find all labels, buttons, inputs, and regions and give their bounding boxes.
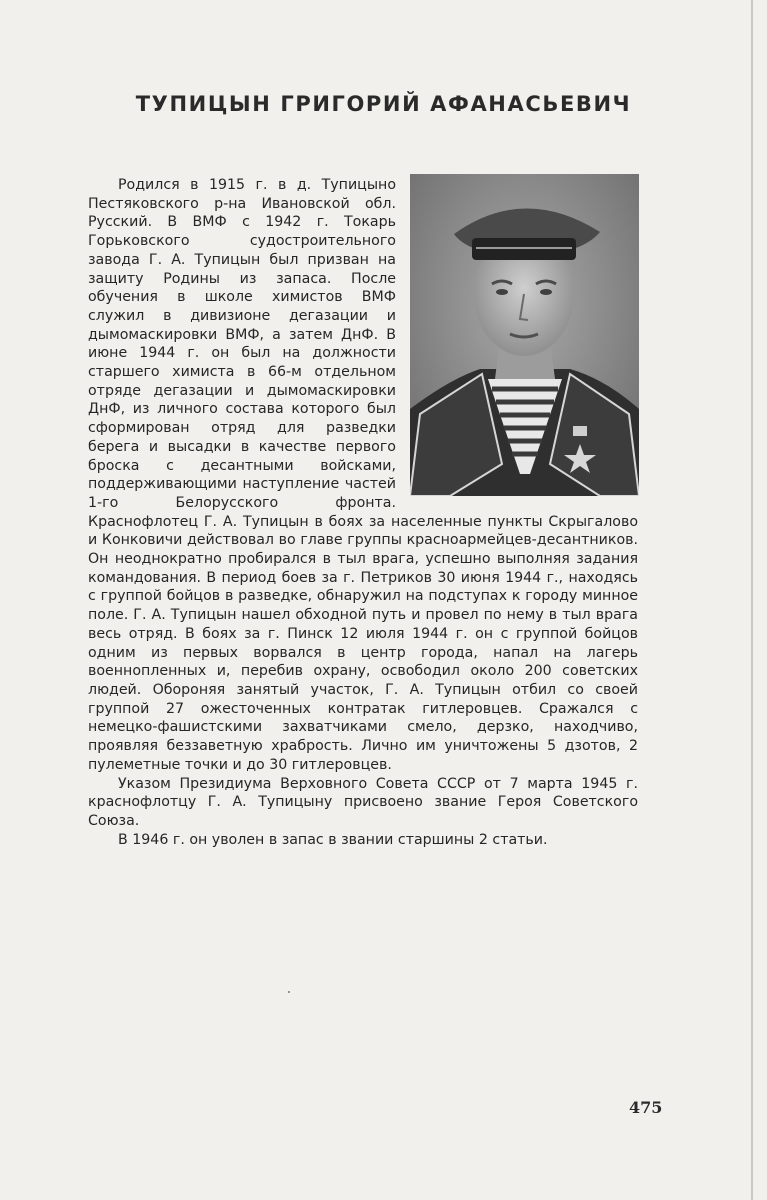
page-edge: [751, 0, 753, 1200]
person-photo-icon: [410, 174, 639, 496]
page-title: ТУПИЦЫН ГРИГОРИЙ АФАНАСЬЕВИЧ: [135, 92, 632, 116]
biography-paragraph-3: В 1946 г. он уволен в запас в звании старшины 2 статьи.: [118, 831, 548, 848]
page-number: 475: [629, 1098, 663, 1117]
biography-paragraph-1: Родился в 1915 г. в д. Тупицыно Пестяковского р-на Ивановской обл. Русский. В ВМФ с 1942 г. Токарь Горьковского судостроительного завода Г. А. Тупицын был призван на защиту Родины из запаса. После обучения в школе химистов ВМФ служил в дивизионе дегазации и дымомаскировки ВМФ, а затем ДнФ. В июне 1944 г. он был на должности старшего химиста в 66-м отдельном отряде дегазации и дымомаскировки ДнФ, из личного состава которого был сформирован отряд для разведки берега и высадки в качестве первого броска с десантными войсками, поддерживающими наступление частей 1-го Белорусского фронта. Краснофлотец Г. А. Тупицын в боях за населенные пункты Скрыгалово и Конковичи действовал во главе группы красноармейцев-десантников. Он неоднократно пробирался в тыл врага, успешно выполняя задания командования. В период боев за г. Петриков 30 июня 1944 г., находясь с группой бойцов в разведке, обнаружил на подступах к городу минное поле. Г. А. Тупицын нашел обходной путь и провел по нему в тыл врага весь отряд. В боях за г. Пинск 12 июля 1944 г. он с группой бойцов одним из первых ворвался в центр города, напал на лагерь военнопленных и, перебив охрану, освободил около 200 советских людей. Обороняя занятый участок, Г. А. Тупицын отбил со своей группой 27 ожесточенных контратак гитлеровцев. Сражался с немецко-фашистскими захватчиками смело, дерзко, находчиво, проявляя беззаветную храбрость. Лично им уничтожены 5 дзотов, 2 пулеметные точки и до 30 гитлеровцев.: [88, 177, 638, 773]
portrait-photo: [410, 174, 639, 496]
biography-paragraph-2: Указом Президиума Верховного Совета СССР от 7 марта 1945 г. краснофлотцу Г. А. Тупицыну присвоено звание Героя Советского Союза.: [88, 775, 638, 829]
print-speck: [288, 991, 290, 993]
